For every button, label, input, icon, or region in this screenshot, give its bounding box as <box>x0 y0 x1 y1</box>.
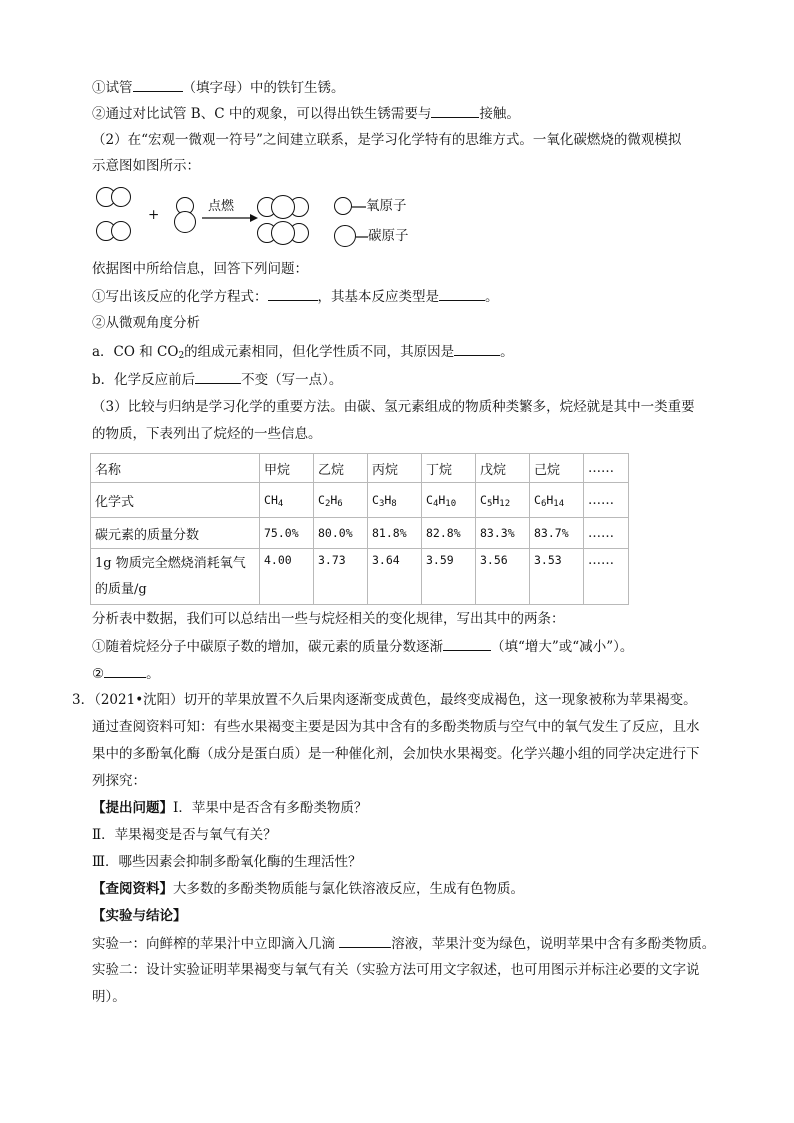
q3-point-1-text: ①随着烷烃分子中碳原子数的增加，碳元素的质量分数逐渐 <box>92 639 443 655</box>
q2-sub-b-text: b．化学反应前后 <box>92 372 196 388</box>
arrow-label: 点燃 <box>208 199 235 214</box>
formula-cell: $C_4H_{10}$ <box>422 483 476 518</box>
experiment-2-line-1: 实验二：设计实验证明苹果褐变与氧气有关（实验方法可用文字叙述，也可用图示并标注必要的文字说 <box>92 962 700 978</box>
q1-line-1 <box>92 77 345 98</box>
q2-sub-b-tail: 不变（写一点）。 <box>241 372 343 388</box>
experiment-heading: 【实验与结论】 <box>92 908 187 924</box>
table-cell: 己烷 <box>530 454 584 483</box>
q2-sub-a-text: a．CO 和 CO <box>92 344 179 360</box>
table-cell: 丙烷 <box>368 454 422 483</box>
answer-blank[interactable] <box>268 286 318 301</box>
q2-sub-a-end: 。 <box>500 344 514 360</box>
plus-sign: + <box>148 207 160 223</box>
q3-intro-1: （3）比较与归纳是学习化学的重要方法。由碳、氢元素组成的物质种类繁多，烷烃就是其中一类重要 <box>92 399 695 415</box>
question-2: Ⅱ．苹果褐变是否与氧气有关？ <box>92 827 277 843</box>
ask-question <box>92 798 367 818</box>
q2-intro-1: （2）在“宏观一微观一符号”之间建立联系，是学习化学特有的思维方式。一氧化碳燃烧的微观模拟 <box>92 132 682 148</box>
q2-intro-2: 示意图如图所示： <box>92 158 200 174</box>
problem-3-line-1: 3．（2021•沈阳）切开的苹果放置不久后果肉逐渐变成黄色，最终变成褐色，这一现象被称为苹果褐变。 <box>72 692 697 708</box>
row-label-line-2: 的质量/g <box>95 581 147 597</box>
reference-text: 大多数的多酚类物质能与氯化铁溶液反应，生成有色物质。 <box>173 881 524 897</box>
table-cell: 82.8% <box>422 518 476 549</box>
table-cell: 戊烷 <box>476 454 530 483</box>
formula-cell: $C_3H_8$ <box>368 483 422 518</box>
table-row <box>91 549 629 605</box>
q1-line-1-text: ①试管 <box>92 80 133 96</box>
experiment-1 <box>92 933 715 954</box>
formula-cell: $C_2H_6$ <box>314 483 368 518</box>
answer-blank[interactable] <box>133 77 183 92</box>
problem-3-line-3: 果中的多酚氧化酶（成分是蛋白质）是一种催化剂，会加快水果褐变。化学兴趣小组的同学决定进行下 <box>92 746 700 762</box>
table-cell: 3.56 <box>476 549 530 605</box>
q3-point-2 <box>92 663 160 684</box>
q1-line-2-text: ②通过对比试管 B、C 中的观象，可以得出铁生锈需要与 <box>92 106 432 122</box>
q2-sub-1-text: ①写出该反应的化学方程式： <box>92 289 268 305</box>
q2-sub-a <box>92 341 514 362</box>
reference-info <box>92 879 524 899</box>
table-cell: 80.0% <box>314 518 368 549</box>
row-label-line-1: 1g 物质完全燃烧消耗氧气 <box>95 555 246 571</box>
reaction-arrow-icon <box>202 213 258 223</box>
table-row <box>91 518 629 549</box>
legend-oxygen-label: 氧原子 <box>366 198 407 214</box>
table-cell: …… <box>584 483 629 518</box>
table-cell: 81.8% <box>368 518 422 549</box>
q2-sub-1 <box>92 286 499 307</box>
table-cell: 3.73 <box>314 549 368 605</box>
formula-cell: $C_5H_{12}$ <box>476 483 530 518</box>
table-cell: 名称 <box>91 454 260 483</box>
table-cell: 3.64 <box>368 549 422 605</box>
q2-info: 依据图中所给信息，回答下列问题： <box>92 261 308 277</box>
table-cell <box>91 549 260 605</box>
q3-analysis: 分析表中数据，我们可以总结出一些与烷烃相关的变化规律，写出其中的两条： <box>92 611 565 627</box>
q2-sub-1-end: 。 <box>485 289 499 305</box>
section-tag: 【查阅资料】 <box>92 881 173 897</box>
q2-sub-2: ②从微观角度分析 <box>92 315 200 331</box>
co-combustion-diagram <box>90 185 430 247</box>
q3-point-2-text: ② <box>92 666 105 682</box>
q2-sub-a-mid: 的组成元素相同，但化学性质不同，其原因是 <box>184 344 455 360</box>
q2-sub-b <box>92 369 342 390</box>
formula-cell: $CH_4$ <box>260 483 314 518</box>
table-cell: 75.0% <box>260 518 314 549</box>
answer-blank[interactable] <box>439 286 485 301</box>
question-3: Ⅲ．哪些因素会抑制多酚氧化酶的生理活性？ <box>92 854 362 870</box>
question-1: Ⅰ．苹果中是否含有多酚类物质？ <box>173 800 368 816</box>
q3-intro-2: 的物质，下表列出了烷烃的一些信息。 <box>92 426 322 442</box>
q1-line-2 <box>92 103 520 124</box>
alkane-table <box>90 453 629 605</box>
table-cell: 4.00 <box>260 549 314 605</box>
answer-blank[interactable] <box>339 933 391 948</box>
table-cell: 甲烷 <box>260 454 314 483</box>
table-cell: …… <box>584 518 629 549</box>
answer-blank[interactable] <box>104 663 146 678</box>
q3-point-1-tail: （填“增大”或“减小”）。 <box>491 639 634 655</box>
problem-3-line-2: 通过查阅资料可知：有些水果褐变主要是因为其中含有的多酚类物质与空气中的氧气发生了反应，且水 <box>92 719 700 735</box>
experiment-1-text: 实验一：向鲜榨的苹果汁中立即滴入几滴 <box>92 936 340 952</box>
section-tag: 【提出问题】 <box>92 800 173 816</box>
table-cell: 3.53 <box>530 549 584 605</box>
table-cell: …… <box>584 549 629 605</box>
table-row <box>91 483 629 518</box>
table-cell: 3.59 <box>422 549 476 605</box>
table-cell: 丁烷 <box>422 454 476 483</box>
table-cell: 碳元素的质量分数 <box>91 518 260 549</box>
answer-blank[interactable] <box>431 103 479 118</box>
answer-blank[interactable] <box>454 341 500 356</box>
table-cell: …… <box>584 454 629 483</box>
q1-line-2-tail: 接触。 <box>479 106 520 122</box>
experiment-2-line-2: 明）。 <box>92 989 126 1005</box>
answer-blank[interactable] <box>195 369 241 384</box>
legend-carbon-label: 碳原子 <box>368 228 409 244</box>
problem-3-line-4: 列探究： <box>92 773 146 789</box>
table-cell: 乙烷 <box>314 454 368 483</box>
table-cell: 83.7% <box>530 518 584 549</box>
experiment-1-tail: 溶液，苹果汁变为绿色，说明苹果中含有多酚类物质。 <box>391 936 716 952</box>
q3-point-2-end: 。 <box>146 666 160 682</box>
q2-sub-1-mid: ，其基本反应类型是 <box>317 289 439 305</box>
formula-cell: $C_6H_{14}$ <box>530 483 584 518</box>
answer-blank[interactable] <box>443 636 491 651</box>
q3-point-1 <box>92 636 633 657</box>
table-cell: 化学式 <box>91 483 260 518</box>
q1-line-1-tail: （填字母）中的铁钉生锈。 <box>182 80 345 96</box>
table-row <box>91 454 629 483</box>
table-cell: 83.3% <box>476 518 530 549</box>
subscript: 2 <box>178 351 185 361</box>
